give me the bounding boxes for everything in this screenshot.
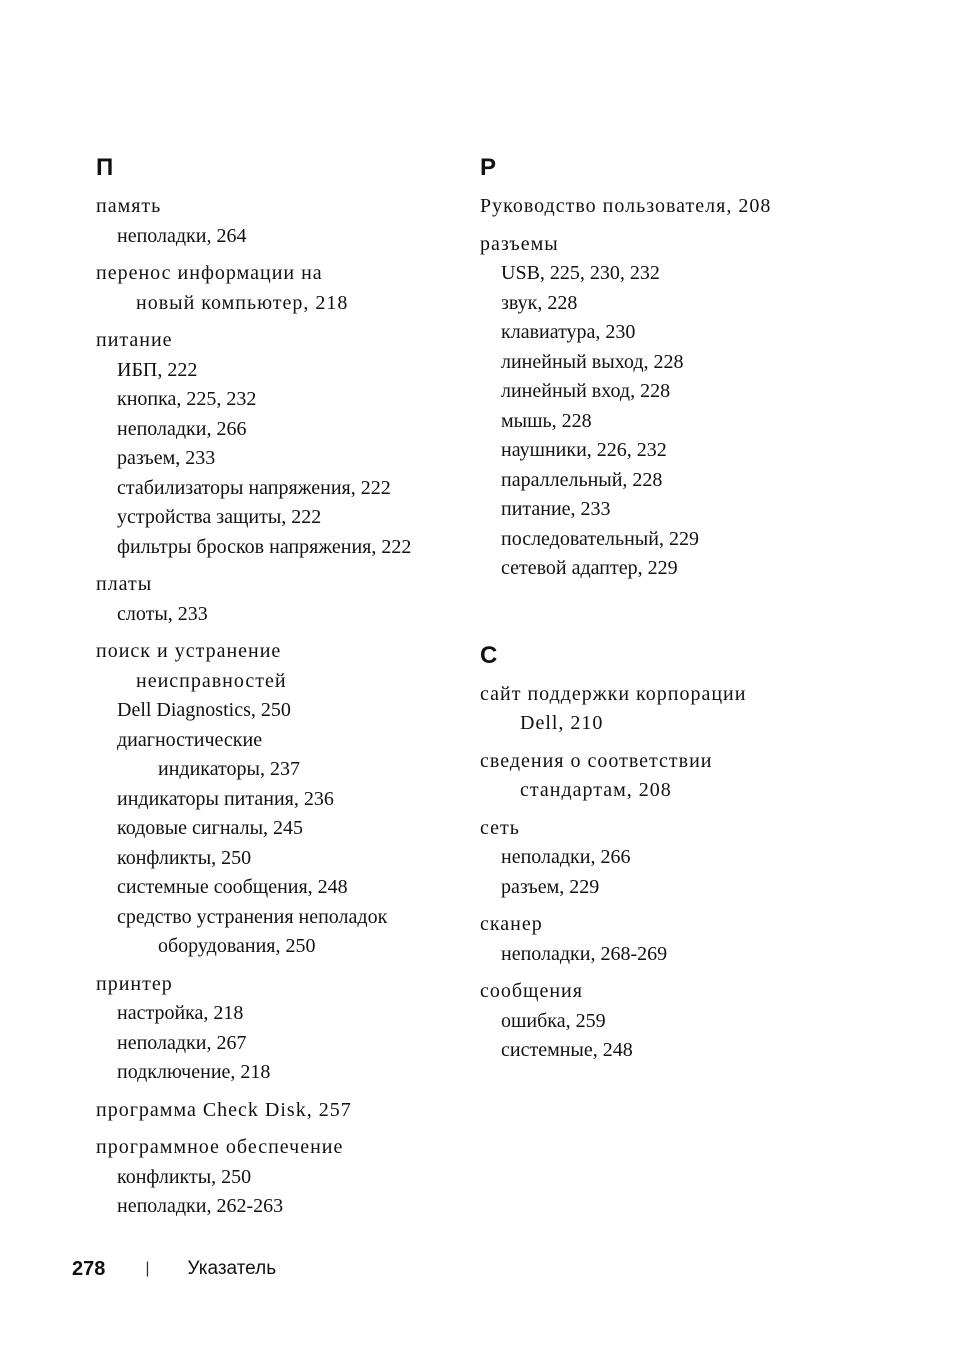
index-subterm: питание, 233 <box>501 498 611 520</box>
index-entries <box>480 192 920 584</box>
index-subterm: мышь, 228 <box>501 409 592 432</box>
index-subterm: сетевой адаптер, 229 <box>501 557 678 579</box>
index-subterm: USB, 225, 230, 232 <box>501 262 660 284</box>
index-term: принтер <box>96 972 173 995</box>
footer-section-title: Указатель <box>187 1258 277 1279</box>
index-subterm: неполадки, 266 <box>501 846 631 868</box>
index-term: сеть <box>480 816 520 839</box>
index-entry <box>480 230 920 584</box>
index-letter-heading: П <box>96 154 114 181</box>
index-subterm: Dell Diagnostics, 250 <box>117 699 291 721</box>
index-term-continuation: неисправностей <box>136 669 287 692</box>
index-subterm: неполадки, 262-263 <box>117 1195 284 1217</box>
index-subterm: устройства защиты, 222 <box>117 506 322 528</box>
index-subterm: линейный выход, 228 <box>501 350 684 373</box>
index-subterm: подключение, 218 <box>117 1061 271 1083</box>
index-term: сканер <box>480 913 543 935</box>
index-column-right <box>480 148 920 1066</box>
index-term: питание <box>96 329 173 351</box>
index-subterm: ошибка, 259 <box>501 1009 606 1032</box>
index-entries <box>480 680 920 1066</box>
index-subterm: конфликты, 250 <box>117 846 252 869</box>
index-subterm: системные, 248 <box>501 1039 633 1061</box>
index-entry <box>480 977 920 1066</box>
index-entry <box>96 192 456 251</box>
index-entry <box>96 1096 456 1126</box>
index-entry <box>96 259 456 318</box>
index-subterm: разъем, 233 <box>117 447 216 469</box>
index-term: сведения о соответствии <box>480 749 713 772</box>
index-term: платы <box>96 573 153 595</box>
index-subterm: разъем, 229 <box>501 875 600 898</box>
index-subterm: средство устранения неполадок <box>117 905 388 928</box>
index-subterm: наушники, 226, 232 <box>501 439 667 461</box>
index-entry <box>480 192 920 222</box>
page-number: 278 <box>72 1257 106 1280</box>
index-term-continuation: Dell, 210 <box>520 712 604 734</box>
index-entries <box>96 192 456 1222</box>
index-term-continuation: новый компьютер, 218 <box>136 291 349 314</box>
index-entry <box>480 680 920 739</box>
index-entry <box>96 326 456 562</box>
index-subterm: клавиатура, 230 <box>501 321 636 343</box>
index-term: сообщения <box>480 980 583 1002</box>
index-subterm: линейный вход, 228 <box>501 380 671 402</box>
index-subterm: системные сообщения, 248 <box>117 876 348 898</box>
index-letter-heading: С <box>480 641 498 669</box>
index-subterm: последовательный, 229 <box>501 527 699 550</box>
index-subterm: неполадки, 264 <box>117 224 247 247</box>
index-term: Руководство пользователя, 208 <box>480 195 772 217</box>
index-subterm-continuation: оборудования, 250 <box>158 935 316 957</box>
index-subterm: параллельный, 228 <box>501 468 663 491</box>
index-subterm: неполадки, 267 <box>117 1031 247 1054</box>
index-term: перенос информации на <box>96 262 323 284</box>
index-subterm: кодовые сигналы, 245 <box>117 817 304 839</box>
index-column-left <box>96 148 456 1222</box>
index-entry <box>480 814 920 903</box>
index-term: программа Check Disk, 257 <box>96 1098 352 1121</box>
index-subterm: неполадки, 268-269 <box>501 942 668 965</box>
index-subterm: неполадки, 266 <box>117 417 247 440</box>
index-subterm: ИБП, 222 <box>117 358 198 381</box>
index-entry <box>96 637 456 962</box>
index-entry <box>480 910 920 969</box>
index-subterm: звук, 228 <box>501 291 578 314</box>
index-subterm: настройка, 218 <box>117 1002 244 1024</box>
page-footer <box>72 1254 276 1284</box>
index-subterm: фильтры бросков напряжения, 222 <box>117 535 412 558</box>
index-subterm: слоты, 233 <box>117 602 208 625</box>
index-subterm-continuation: индикаторы, 237 <box>158 758 300 780</box>
index-term: память <box>96 195 162 217</box>
index-subterm: стабилизаторы напряжения, 222 <box>117 476 391 499</box>
footer-separator: | <box>145 1260 150 1277</box>
index-term: программное обеспечение <box>96 1136 344 1158</box>
index-entry <box>96 970 456 1088</box>
index-entry <box>96 570 456 629</box>
index-entry <box>480 747 920 806</box>
index-term-continuation: стандартам, 208 <box>520 779 672 801</box>
index-entry <box>96 1133 456 1222</box>
index-subterm: кнопка, 225, 232 <box>117 388 257 410</box>
index-subterm: конфликты, 250 <box>117 1165 252 1188</box>
index-term: сайт поддержки корпорации <box>480 682 747 705</box>
index-subterm: диагностические <box>117 728 263 751</box>
index-letter-heading: Р <box>480 154 497 181</box>
index-subterm: индикаторы питания, 236 <box>117 787 334 810</box>
index-term: поиск и устранение <box>96 640 282 662</box>
index-term: разъемы <box>480 232 559 255</box>
